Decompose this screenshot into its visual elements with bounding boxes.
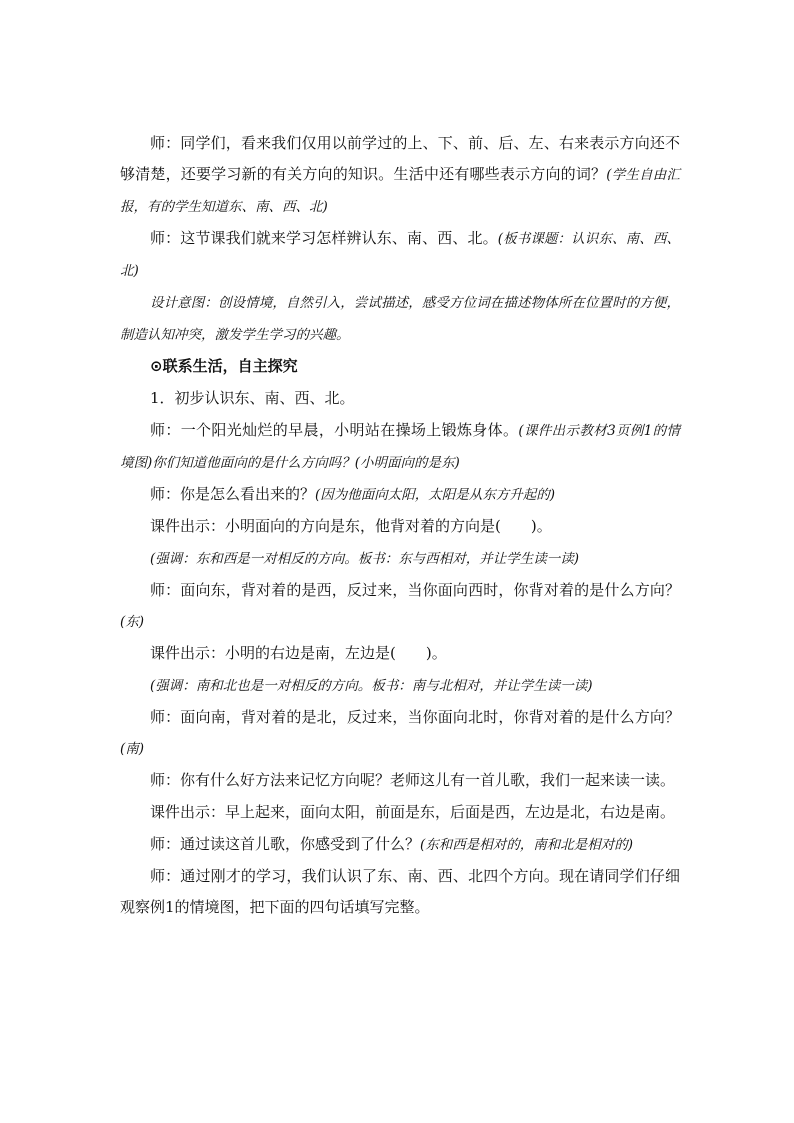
paragraph-text: 师：同学们，看来我们仅用以前学过的上、下、前、后、左、右来表示方向还不够清楚，还要学习新的有关方向的知识。生活中还有哪些表示方向的词？ <box>120 134 680 183</box>
paragraph-note: (学生自由汇报，有的学生知道东、南、西、北) <box>120 167 680 215</box>
paragraph-11 <box>120 638 680 670</box>
paragraph-text: 师：一个阳光灿烂的早晨，小明站在操场上锻炼身体。 <box>150 421 519 439</box>
section-heading <box>120 351 680 383</box>
lesson-body <box>120 128 680 924</box>
paragraph-7 <box>120 479 680 511</box>
paragraph-note: (因为他面向太阳，太阳是从东方升起的) <box>315 487 556 503</box>
paragraph-note: (东) <box>120 614 145 630</box>
paragraph-note: (南) <box>120 741 145 757</box>
paragraph-16 <box>120 829 680 861</box>
paragraph-text: 课件出示：小明面向的方向是东，他背对着的方向是( )。 <box>150 517 552 535</box>
step-title <box>120 383 680 415</box>
paragraph-6 <box>120 415 680 479</box>
paragraph-note: 设计意图：创设情境，自然引入，尝试描述，感受方位词在描述物体所在位置时的方便，制造认知冲突，激发学生学习的兴趣。 <box>120 295 680 343</box>
design-intent <box>120 287 680 351</box>
paragraph-text: 1．初步认识东、南、西、北。 <box>150 389 355 407</box>
paragraph-8 <box>120 511 680 543</box>
paragraph-text: 师：面向东，背对着的是西，反过来，当你面向西时，你背对着的是什么方向？ <box>150 581 680 599</box>
paragraph-text: 课件出示：小明的右边是南，左边是( )。 <box>150 644 447 662</box>
paragraph-15 <box>120 797 680 829</box>
paragraph-14 <box>120 765 680 797</box>
paragraph-text: 师：你是怎么看出来的？ <box>150 485 316 503</box>
paragraph-10 <box>120 575 680 638</box>
paragraph-17 <box>120 861 680 924</box>
paragraph-text: 师：通过刚才的学习，我们认识了东、南、西、北四个方向。现在请同学们仔细观察例1的情境图，把下面的四句话填写完整。 <box>120 867 680 916</box>
paragraph-text: 师：通过读这首儿歌，你感受到了什么？ <box>150 835 421 853</box>
paragraph-1 <box>120 128 680 223</box>
paragraph-9 <box>120 543 680 575</box>
paragraph-note: (课件出示教材3页例1的情境图)你们知道他面向的是什么方向吗？(小明面向的是东) <box>120 423 680 471</box>
paragraph-text: 师：面向南，背对着的是北，反过来，当你面向北时，你背对着的是什么方向？ <box>150 708 680 726</box>
paragraph-text: 师：这节课我们就来学习怎样辨认东、南、西、北。 <box>150 229 498 247</box>
paragraph-13 <box>120 702 680 765</box>
paragraph-note: (板书课题：认识东、南、西、北) <box>120 231 680 279</box>
paragraph-12 <box>120 670 680 702</box>
paragraph-text: 课件出示：早上起来，面向太阳，前面是东，后面是西，左边是北，右边是南。 <box>150 803 676 821</box>
paragraph-note: (强调：东和西是一对相反的方向。板书：东与西相对，并让学生读一读) <box>150 551 580 567</box>
paragraph-note: (强调：南和北也是一对相反的方向。板书：南与北相对，并让学生读一读) <box>150 678 593 694</box>
paragraph-2 <box>120 223 680 287</box>
paragraph-text: 师：你有什么好方法来记忆方向呢？老师这儿有一首儿歌，我们一起来读一读。 <box>150 771 676 789</box>
paragraph-note: (东和西是相对的，南和北是相对的) <box>420 837 634 853</box>
section-heading-text: ⊙联系生活，自主探究 <box>150 357 298 375</box>
